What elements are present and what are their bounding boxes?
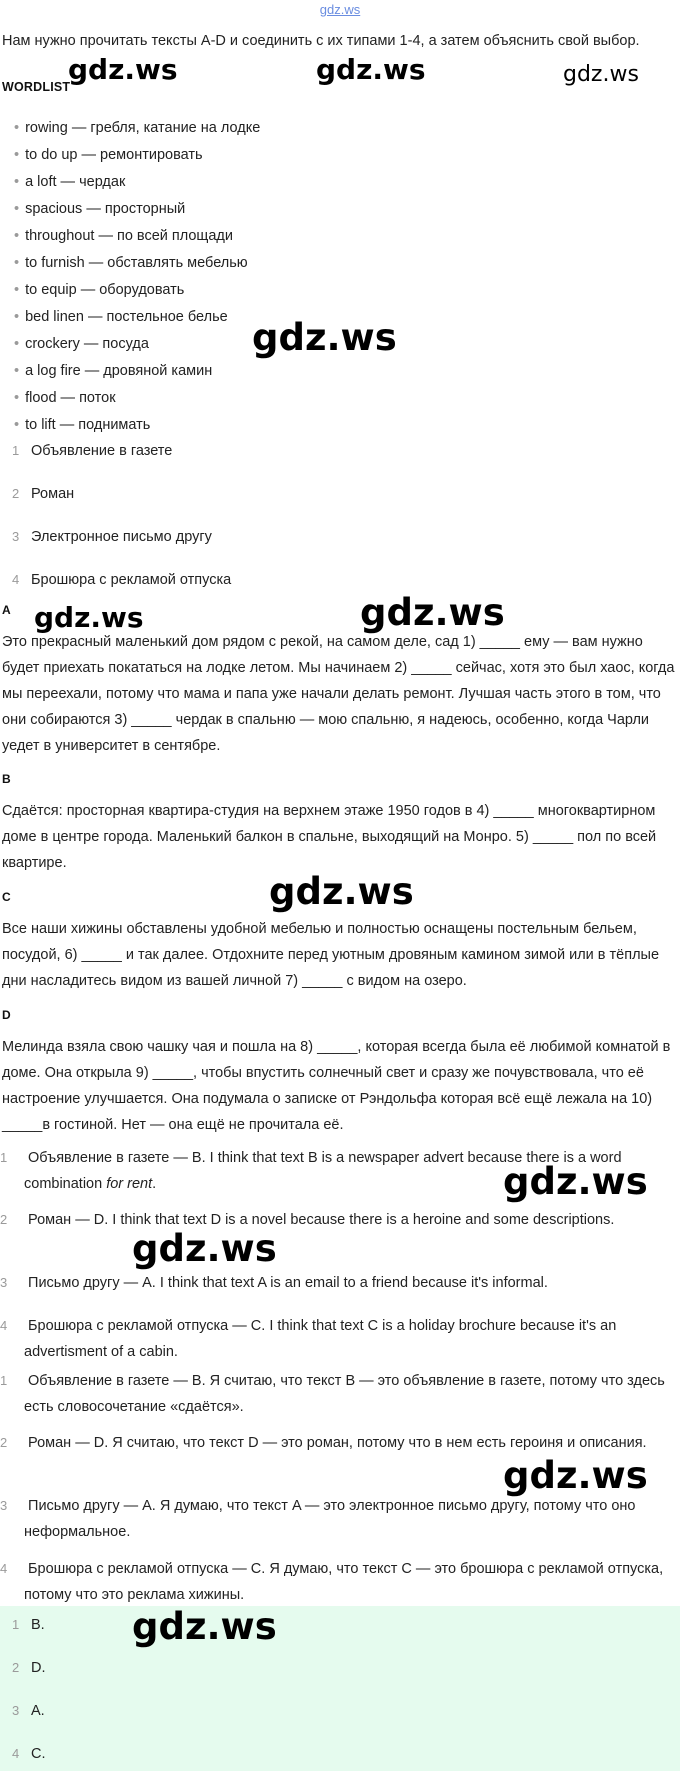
item-number: 4 bbox=[12, 572, 20, 587]
text-c-letter: C bbox=[2, 890, 11, 904]
watermark: gdz.ws bbox=[563, 62, 639, 87]
answer-item bbox=[12, 1741, 46, 1767]
text-b-letter: B bbox=[2, 772, 11, 786]
answer-text: C. bbox=[31, 1746, 46, 1762]
answer-item bbox=[0, 1313, 680, 1365]
text-b-body: Сдаётся: просторная квартира-студия на верхнем этаже 1950 годов в 4) _____ многоквартирном доме в центре города. Маленький балкон в спальне, выходящий на Монро. 5) _____ пол по всей квартире. bbox=[2, 803, 657, 871]
watermark: gdz.ws bbox=[360, 591, 505, 634]
bullet-icon: • bbox=[14, 228, 20, 244]
item-number: 4 bbox=[12, 1746, 20, 1761]
bullet-icon: • bbox=[14, 363, 20, 379]
list-item-text: a log fire — дровяной камин bbox=[25, 363, 213, 379]
list-item-text: to lift — поднимать bbox=[25, 417, 151, 433]
bullet-icon: • bbox=[14, 336, 20, 352]
list-item-text: rowing — гребля, катание на лодке bbox=[25, 120, 261, 136]
item-number: 3 bbox=[12, 529, 20, 544]
text-d-letter: D bbox=[2, 1008, 11, 1022]
wordlist-heading: WORDLIST bbox=[2, 80, 71, 94]
text-d-body: Мелинда взяла свою чашку чая и пошла на 8) _____, которая всегда была её любимой комнатой в доме. Она открыла 9) _____, чтобы впустить солнечный свет и сразу же почувствовала, что её настроение улучшается. Она подумала о записке от Рэндольфа которая всё ещё лежала на 10) _____в гостиной. Нет — она ещё не прочитала её. bbox=[2, 1039, 671, 1133]
answer-text: Объявление в газете — B. I think that text B is a newspaper advert because there is a word combination bbox=[24, 1150, 622, 1192]
list-item-text: flood — поток bbox=[25, 390, 116, 406]
item-number: 1 bbox=[0, 1373, 8, 1388]
answer-text: Объявление в газете — B. Я считаю, что текст B — это объявление в газете, потому что здесь есть словосочетание «сдаётся». bbox=[24, 1373, 665, 1415]
watermark: gdz.ws bbox=[132, 1227, 277, 1270]
answer-item bbox=[0, 1207, 680, 1233]
watermark: gdz.ws bbox=[68, 53, 178, 86]
text-a-letter: A bbox=[2, 603, 11, 617]
answer-item bbox=[0, 1556, 680, 1608]
list-item-text: to furnish — обставлять мебелью bbox=[25, 255, 248, 271]
watermark: gdz.ws bbox=[34, 601, 144, 634]
list-item bbox=[14, 304, 228, 331]
list-item bbox=[12, 438, 672, 464]
answer-tail: . bbox=[152, 1176, 157, 1192]
task-intro: Нам нужно прочитать тексты A-D и соединить с их типами 1-4, а затем объяснить свой выбор. bbox=[2, 33, 640, 49]
answer-text: A. bbox=[31, 1703, 45, 1719]
answer-item bbox=[12, 1655, 46, 1681]
bullet-icon: • bbox=[14, 309, 20, 325]
item-number: 2 bbox=[0, 1212, 8, 1227]
list-item bbox=[12, 524, 672, 550]
list-item bbox=[14, 115, 260, 142]
answer-item bbox=[0, 1270, 680, 1296]
watermark: gdz.ws bbox=[503, 1454, 648, 1497]
item-number: 3 bbox=[0, 1498, 8, 1513]
list-item-text: bed linen — постельное белье bbox=[25, 309, 228, 325]
answer-item bbox=[0, 1493, 680, 1545]
watermark: gdz.ws bbox=[132, 1605, 277, 1648]
bullet-icon: • bbox=[14, 390, 20, 406]
item-number: 1 bbox=[12, 1617, 20, 1632]
bullet-icon: • bbox=[14, 417, 20, 433]
text-a-body: Это прекрасный маленький дом рядом с рекой, на самом деле, сад 1) _____ ему — вам нужно будет приехать покататься на лодке летом. Мы начинаем 2) _____ сейчас, хотя это был хаос, когда мы переехали, потому что мама и папа уже начали делать ремонт. Лучшая часть этого в том, что они собираются 3) _____ чердак в спальню — мою спальню, я надеюсь, особенно, когда Чарли уедет в университет в сентябре. bbox=[2, 634, 675, 754]
list-item bbox=[14, 385, 116, 412]
answer-item bbox=[12, 1698, 45, 1724]
type-label: Брошюра с рекламой отпуска bbox=[31, 572, 232, 588]
list-item-text: a loft — чердак bbox=[25, 174, 126, 190]
list-item bbox=[14, 250, 248, 277]
list-item-text: throughout — по всей площади bbox=[25, 228, 233, 244]
answer-item bbox=[0, 1368, 680, 1420]
item-number: 2 bbox=[0, 1435, 8, 1450]
answer-text: Брошюра с рекламой отпуска — C. Я думаю, что текст C — это брошюра с рекламой отпуска, потому что это реклама хижины. bbox=[24, 1561, 664, 1603]
bullet-icon: • bbox=[14, 255, 20, 271]
answer-item bbox=[12, 1612, 45, 1638]
watermark: gdz.ws bbox=[503, 1160, 648, 1203]
list-item bbox=[14, 277, 184, 304]
list-item bbox=[14, 223, 233, 250]
list-item bbox=[14, 331, 149, 358]
item-number: 4 bbox=[0, 1318, 8, 1333]
list-item bbox=[14, 142, 203, 169]
item-number: 1 bbox=[0, 1150, 8, 1165]
answer-emphasis: for rent bbox=[106, 1176, 153, 1192]
list-item bbox=[12, 567, 672, 593]
list-item-text: crockery — посуда bbox=[25, 336, 149, 352]
list-item bbox=[14, 169, 125, 196]
answer-text: Брошюра с рекламой отпуска — C. I think that text C is a holiday brochure because it's an advertisment of a cabin. bbox=[24, 1318, 617, 1360]
answer-text: Письмо другу — A. I think that text A is an email to a friend because it's informal. bbox=[28, 1275, 548, 1291]
bullet-icon: • bbox=[14, 174, 20, 190]
type-label: Электронное письмо другу bbox=[31, 529, 212, 545]
site-header-link[interactable]: gdz.ws bbox=[319, 2, 361, 17]
answer-text: B. bbox=[31, 1617, 45, 1633]
list-item bbox=[14, 196, 185, 223]
type-label: Объявление в газете bbox=[31, 443, 173, 459]
text-c-body: Все наши хижины обставлены удобной мебелью и полностью оснащены постельным бельем, посудой, 6) _____ и так далее. Отдохните перед уютным дровяным камином зимой или в тёплые дни насладитесь видом из вашей личной 7) _____ с видом на озеро. bbox=[2, 921, 660, 989]
watermark: gdz.ws bbox=[316, 53, 426, 86]
item-number: 2 bbox=[12, 1660, 20, 1675]
bullet-icon: • bbox=[14, 147, 20, 163]
item-number: 4 bbox=[0, 1561, 8, 1576]
list-item bbox=[14, 412, 150, 439]
list-item-text: to do up — ремонтировать bbox=[25, 147, 203, 163]
answer-item bbox=[0, 1430, 680, 1456]
answer-text: D. bbox=[31, 1660, 46, 1676]
answer-text: Письмо другу — A. Я думаю, что текст A — это электронное письмо другу, потому что оно неформальное. bbox=[24, 1498, 636, 1540]
list-item-text: to equip — оборудовать bbox=[25, 282, 185, 298]
item-number: 2 bbox=[12, 486, 20, 501]
answer-text: Роман — D. Я считаю, что текст D — это роман, потому что в нем есть героиня и описания. bbox=[28, 1435, 647, 1451]
item-number: 3 bbox=[12, 1703, 20, 1718]
watermark: gdz.ws bbox=[252, 316, 397, 359]
item-number: 3 bbox=[0, 1275, 8, 1290]
item-number: 1 bbox=[12, 443, 20, 458]
watermark: gdz.ws bbox=[269, 870, 414, 913]
type-label: Роман bbox=[31, 486, 75, 502]
list-item bbox=[14, 358, 212, 385]
answer-text: Роман — D. I think that text D is a novel because there is a heroine and some descriptions. bbox=[28, 1212, 615, 1228]
short-answers-panel bbox=[0, 1606, 680, 1771]
list-item bbox=[12, 481, 672, 507]
list-item-text: spacious — просторный bbox=[25, 201, 186, 217]
bullet-icon: • bbox=[14, 282, 20, 298]
bullet-icon: • bbox=[14, 120, 20, 136]
bullet-icon: • bbox=[14, 201, 20, 217]
